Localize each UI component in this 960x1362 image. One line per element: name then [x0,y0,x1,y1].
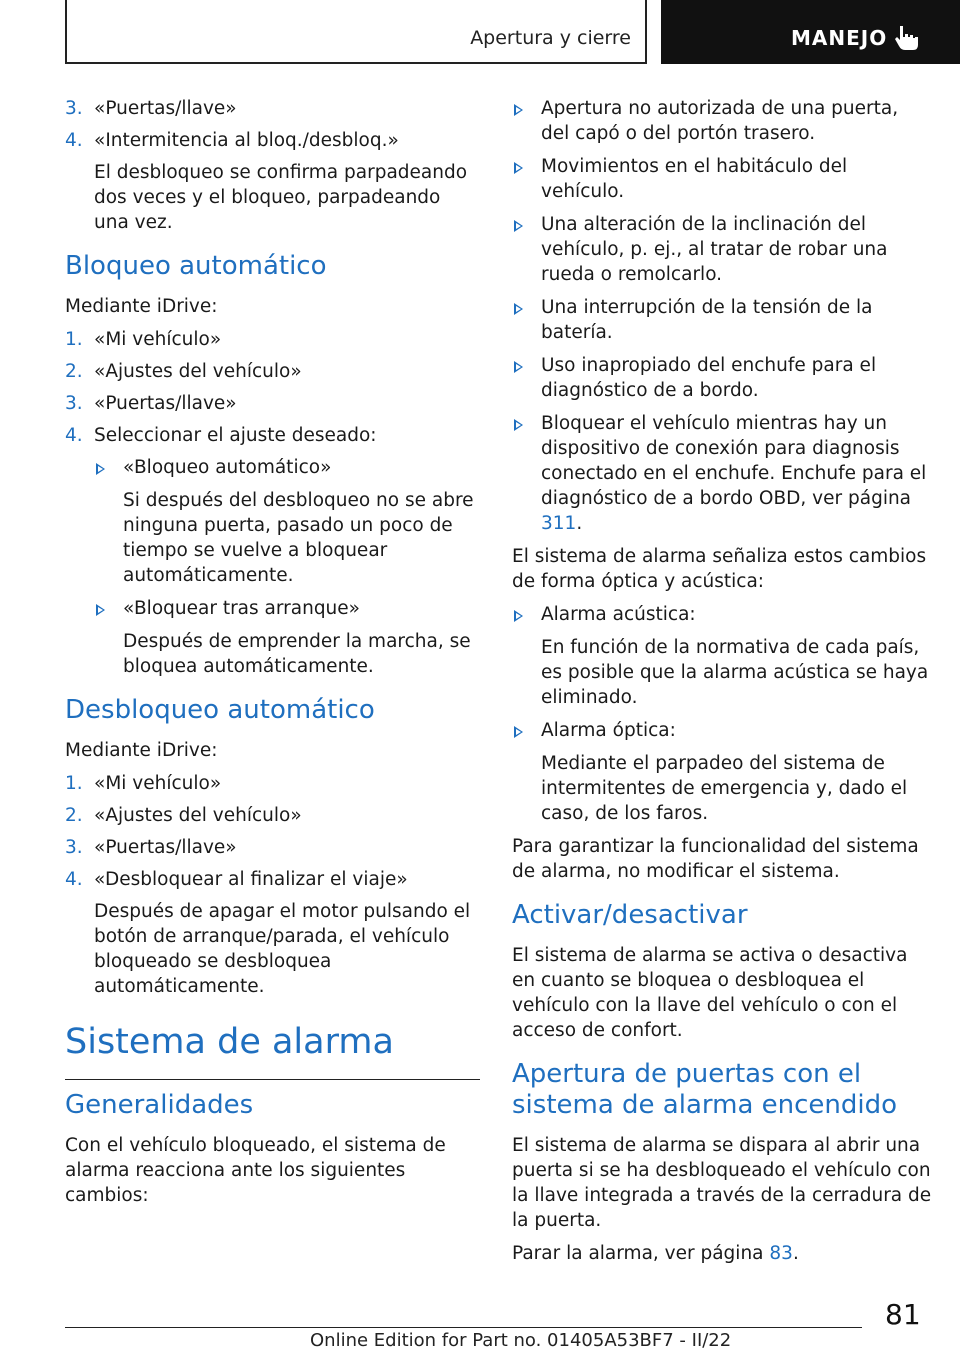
chapter-title: MANEJO [791,26,888,50]
list-item: 2. «Ajustes del vehículo» [65,361,302,382]
bullet-item: Alarma acústica: [512,602,932,627]
heading-auto-unlock: Desbloqueo automático [65,695,375,725]
auto-unlock-intro: Mediante iDrive: [65,740,218,761]
list-item: 4. «Intermitencia al bloq./desbloq.» [65,130,399,151]
list-item: 1. «Mi vehículo» [65,329,222,350]
auto-lock-intro: Mediante iDrive: [65,296,218,317]
triangle-bullet-icon [96,604,105,616]
list-item: 3. «Puertas/llave» [65,393,237,414]
header-chapter-tab [661,0,960,64]
bullet-item: Una interrupción de la tensión de la batería. [512,295,932,345]
heading-alarm-system: Sistema de alarma [65,1022,394,1062]
triangle-bullet-icon [514,303,523,315]
section-divider [65,1079,480,1080]
footer-divider [65,1327,862,1328]
list-item: 4. «Desbloquear al finalizar el viaje» [65,869,408,890]
triangle-bullet-icon [514,610,523,622]
triangle-bullet-icon [514,220,523,232]
heading-general: Generalidades [65,1090,254,1120]
bullet-item: «Bloquear tras arranque» [94,596,480,621]
triangle-bullet-icon [514,162,523,174]
triangle-bullet-icon [514,104,523,116]
bullet-item: Apertura no autorizada de una puerta, del capó o del portón trasero. [512,96,932,146]
heading-activate: Activar/desactivar [512,900,748,930]
list-item: 1. «Mi vehículo» [65,773,222,794]
bullet-item: Uso inapropiado del enchufe para el diagnóstico de a bordo. [512,353,932,403]
guarantee-text: Para garantizar la funcionalidad del sistema de alarma, no modificar el sistema. [512,836,919,882]
heading-auto-lock: Bloqueo automático [65,251,327,281]
triangle-bullet-icon [514,726,523,738]
list-item: 2. «Ajustes del vehículo» [65,805,302,826]
triangle-bullet-icon [514,361,523,373]
list-item: 4. Seleccionar el ajuste deseado: [65,425,377,446]
footer-edition: Online Edition for Part no. 01405A53BF7 - II/22 [310,1330,732,1351]
bullet-desc: Mediante el parpadeo del sistema de intermitentes de emergencia y, dado el caso, de los faros. [541,753,908,824]
left-column [65,96,480,1216]
list-note: El desbloqueo se confirma parpadeando dos veces y el bloqueo, parpadeando una vez. [94,162,468,233]
pointing-hand-icon [894,24,920,52]
page-number: 81 [885,1298,921,1331]
list-note: Después de apagar el motor pulsando el botón de arranque/parada, el vehículo bloqueado se desbloquea automáticamente. [94,901,471,997]
list-item: 3. «Puertas/llave» [65,837,237,858]
bullet-item: Alarma óptica: [512,718,932,743]
doors-text: El sistema de alarma se dispara al abrir una puerta si se ha desbloqueado el vehículo con la llave integrada a través de la cerradura de la puerta. [512,1135,932,1231]
bullet-desc: Después de emprender la marcha, se bloquea automáticamente. [123,631,471,677]
page-ref-link[interactable]: 83 [769,1243,793,1264]
activate-text: El sistema de alarma se activa o desactiva en cuanto se bloquea o desbloquea el vehículo con la llave del vehículo o con el acceso de confort. [512,945,908,1041]
bullet-item: Una alteración de la inclinación del vehículo, p. ej., al tratar de robar una rueda o remolcarlo. [512,212,932,287]
signal-text: El sistema de alarma señaliza estos cambios de forma óptica y acústica: [512,546,927,592]
page-ref-link[interactable]: 311 [541,513,577,534]
stop-alarm-text: Parar la alarma, ver página 83. [512,1243,799,1264]
bullet-item: «Bloqueo automático» [94,455,480,480]
heading-doors-alarm: Apertura de puertas con el sistema de alarma encendido [512,1059,898,1120]
general-text: Con el vehículo bloqueado, el sistema de alarma reacciona ante los siguientes cambios: [65,1135,446,1206]
header-section-tab [65,0,647,64]
bullet-desc: Si después del desbloqueo no se abre ninguna puerta, pasado un poco de tiempo se vuelve a bloquear automáticamente. [123,490,474,586]
triangle-bullet-icon [96,463,105,475]
bullet-item: Movimientos en el habitáculo del vehículo. [512,154,932,204]
section-title: Apertura y cierre [470,27,631,49]
bullet-desc: En función de la normativa de cada país, es posible que la alarma acústica se haya eliminado. [541,637,929,708]
list-item: 3. «Puertas/llave» [65,98,237,119]
bullet-item: Bloquear el vehículo mientras hay un dispositivo de conexión para diagnosis conectado en el enchufe. Enchufe para el diagnóstico de a bordo OBD, ver página 311. [512,411,932,536]
right-column [512,96,932,1274]
triangle-bullet-icon [514,419,523,431]
